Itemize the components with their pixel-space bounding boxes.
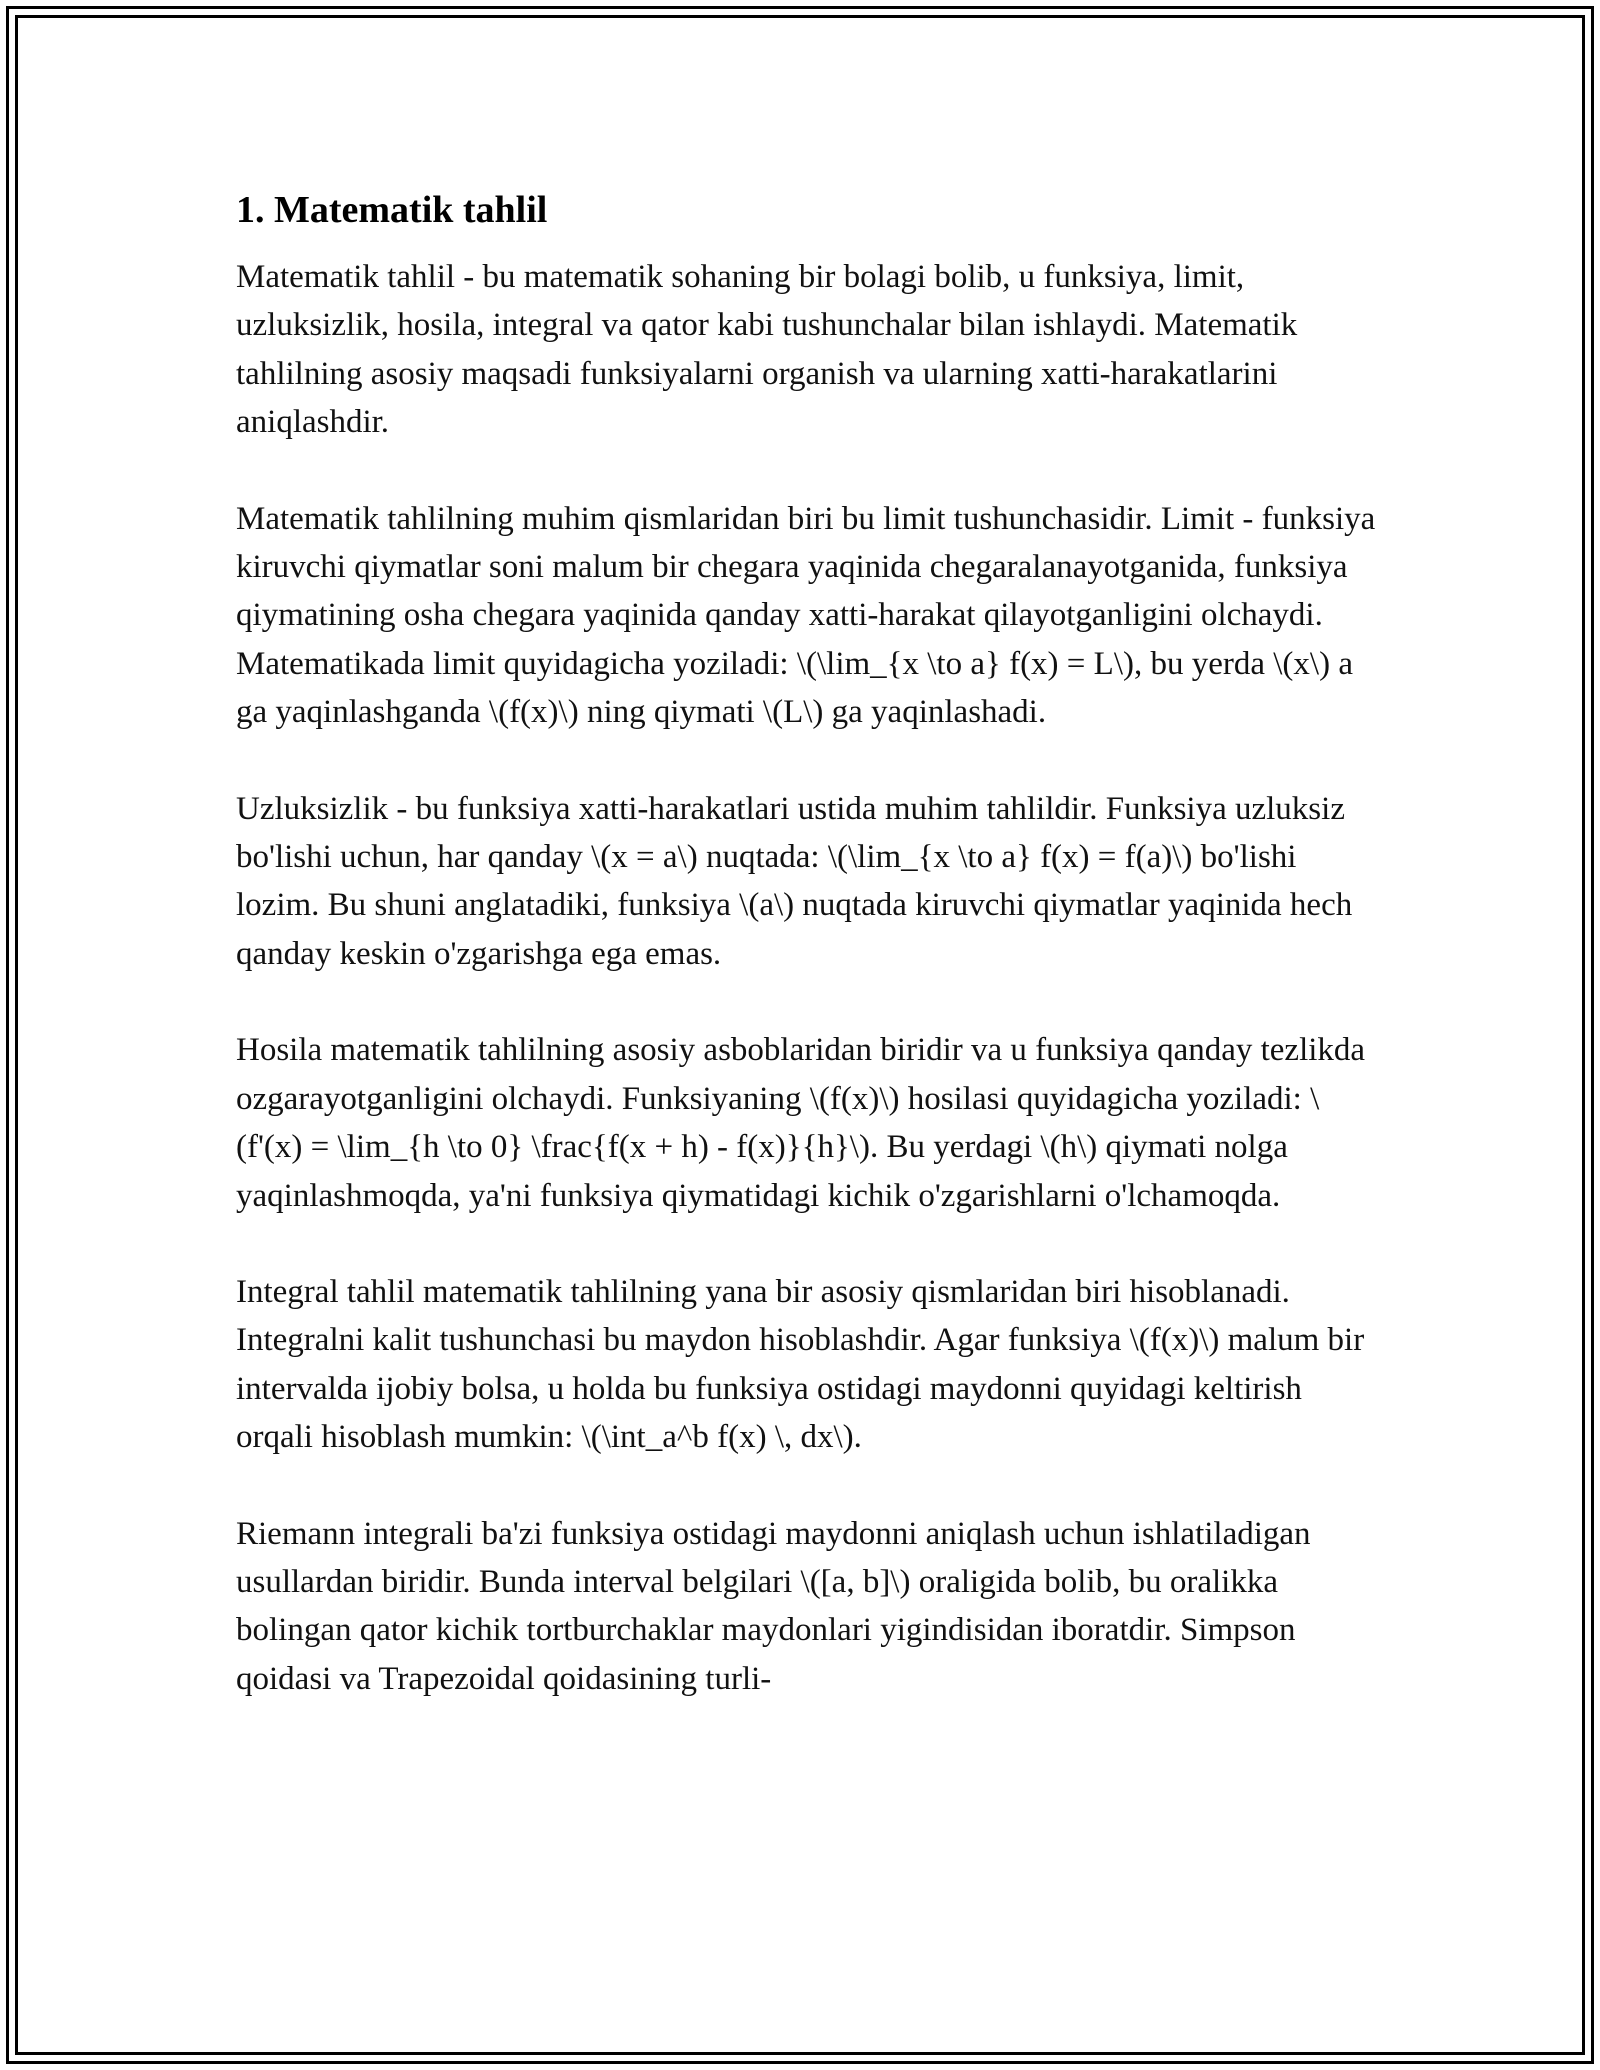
paragraph-continuity: Uzluksizlik - bu funksiya xatti-harakatlari ustida muhim tahlildir. Funksiya uzluksiz bo'lishi uchun, har qanday \(x = a\) nuqtada: \(\lim_{x \to a} f(x) = f(a)\) bo'lishi lozim. Bu shuni anglatadiki, funksiya \(a\) nuqtada kiruvchi qiymatlar yaqinida hech qanday keskin o'zgarishga ega emas.: [236, 790, 1353, 972]
paragraph-riemann: Riemann integrali ba'zi funksiya ostidagi maydonni aniqlash uchun ishlatiladigan usullardan biridir. Bunda interval belgilari \([a, b]\) oraligida bolib, bu oralikka bolingan qator kichik tortburchaklar maydonlari yigindisidan iboratdir. Simpson qoidasi va Trapezoidal qoidasining turli-: [236, 1515, 1311, 1697]
paragraph-derivative: Hosila matematik tahlilning asosiy asboblaridan biridir va u funksiya qanday tezlikda ozgarayotganligini olchaydi. Funksiyaning \(f(x)\) hosilasi quyidagicha yoziladi: \(f'(x) = \lim_{h \to 0} \frac{f(x + h) - f(x)}{h}\). Bu yerdagi \(h\) qiymati nolga yaqinlashmoqda, ya'ni funksiya qiymatidagi kichik o'zgarishlarni o'lchamoqda.: [236, 1032, 1366, 1214]
document-body: [236, 185, 1376, 1751]
section-heading: 1. Matematik tahlil: [236, 189, 548, 231]
paragraph-intro: Matematik tahlil - bu matematik sohaning bir bolagi bolib, u funksiya, limit, uzluksizlik, hosila, integral va qator kabi tushunchalar bilan ishlaydi. Matematik tahlilning asosiy maqsadi funksiyalarni organish va ularning xatti-harakatlarini aniqlashdir.: [236, 259, 1298, 441]
paragraph-integral: Integral tahlil matematik tahlilning yana bir asosiy qismlaridan biri hisoblanadi. Integralni kalit tushunchasi bu maydon hisoblashdir. Agar funksiya \(f(x)\) malum bir intervalda ijobiy bolsa, u holda bu funksiya ostidagi maydonni quyidagi keltirish orqali hisoblash mumkin: \(\int_a^b f(x) \, dx\).: [236, 1273, 1365, 1456]
paragraph-limit: Matematik tahlilning muhim qismlaridan biri bu limit tushunchasidir. Limit - funksiya kiruvchi qiymatlar soni malum bir chegara yaqinida chegaralanayotganida, funksiya qiymatining osha chegara yaqinida qanday xatti-harakat qilayotganligini olchaydi. Matematikada limit quyidagicha yoziladi: \(\lim_{x \to a} f(x) = L\), bu yerda \(x\) a ga yaqinlashganda \(f(x)\) ning qiymati \(L\) ga yaqinlashadi.: [236, 500, 1376, 731]
